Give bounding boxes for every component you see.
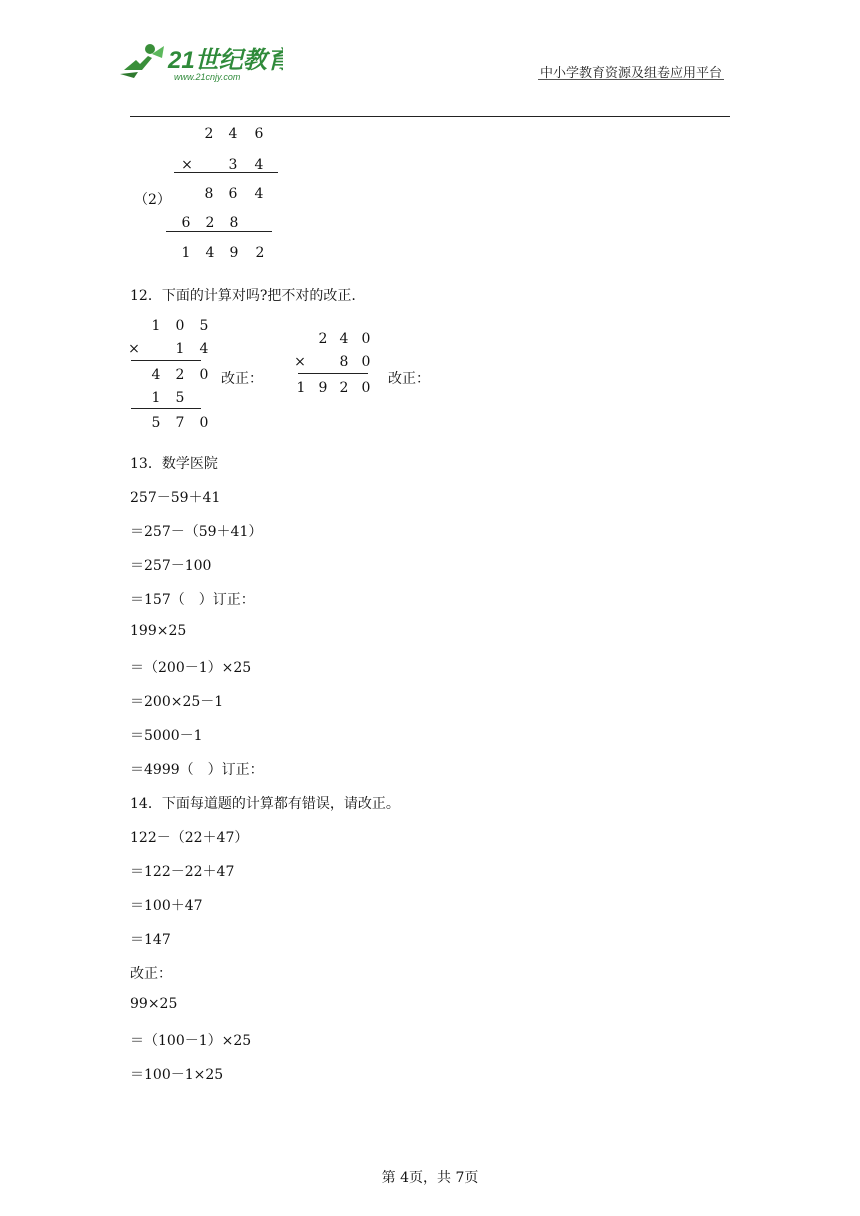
q13-line: ＝257－100 xyxy=(130,558,212,574)
q14-line: ＝122－22＋47 xyxy=(130,864,235,880)
digit: 6 xyxy=(228,186,238,202)
calc-rule xyxy=(166,231,272,232)
q14-line: 改正： xyxy=(130,966,172,982)
digit: 8 xyxy=(229,215,239,231)
digit: 4 xyxy=(254,157,264,173)
digit: 4 xyxy=(199,341,209,357)
digit: 4 xyxy=(339,331,349,347)
header-divider xyxy=(130,116,730,117)
digit: 9 xyxy=(229,245,239,261)
multiply-sign: × xyxy=(294,354,306,370)
digit: 1 xyxy=(151,390,161,406)
q11-part-label: （2） xyxy=(134,192,171,208)
q14-line: 99×25 xyxy=(130,996,178,1012)
digit: 1 xyxy=(175,341,185,357)
digit: 2 xyxy=(255,245,265,261)
multiply-sign: × xyxy=(181,157,193,173)
q12-title: 12．下面的计算对吗?把不对的改正. xyxy=(130,288,356,304)
digit: 8 xyxy=(339,354,349,370)
q14-title: 14．下面每道题的计算都有错误，请改正。 xyxy=(130,796,400,812)
digit: 0 xyxy=(361,354,371,370)
q14-line: ＝100－1×25 xyxy=(130,1067,224,1083)
digit: 6 xyxy=(181,215,191,231)
calc-rule xyxy=(298,373,368,374)
q14-line: 122－（22＋47） xyxy=(130,830,249,846)
digit: 2 xyxy=(175,367,185,383)
digit: 0 xyxy=(199,367,209,383)
q13-line: ＝（200－1）×25 xyxy=(130,660,252,676)
digit: 5 xyxy=(199,318,209,334)
calc-rule xyxy=(174,172,278,173)
q14-line: ＝（100－1）×25 xyxy=(130,1033,252,1049)
digit: 0 xyxy=(361,331,371,347)
digit: 1 xyxy=(151,318,161,334)
digit: 9 xyxy=(318,380,328,396)
digit: 1 xyxy=(181,245,191,261)
digit: 0 xyxy=(361,380,371,396)
platform-underline xyxy=(538,79,724,80)
svg-text:21世纪教育: 21世纪教育 xyxy=(168,47,283,74)
digit: 4 xyxy=(228,126,238,142)
digit: 5 xyxy=(151,415,161,431)
calc-rule xyxy=(131,408,201,409)
calc-rule xyxy=(131,360,201,361)
digit: 0 xyxy=(199,415,209,431)
digit: 4 xyxy=(254,186,264,202)
q14-line: ＝100＋47 xyxy=(130,898,203,914)
digit: 0 xyxy=(175,318,185,334)
page-footer: 第 4页，共 7页 xyxy=(381,1170,479,1186)
q13-line: ＝200×25－1 xyxy=(130,694,224,710)
digit: 2 xyxy=(339,380,349,396)
digit: 7 xyxy=(175,415,185,431)
digit: 8 xyxy=(204,186,214,202)
digit: 1 xyxy=(296,380,306,396)
digit: 2 xyxy=(205,215,215,231)
q13-title: 13．数学医院 xyxy=(130,456,218,472)
q13-line: ＝4999（ ）订正： xyxy=(130,762,264,778)
multiply-sign: × xyxy=(128,341,140,357)
digit: 6 xyxy=(254,126,264,142)
svg-text:www.21cnjy.com: www.21cnjy.com xyxy=(174,72,241,82)
digit: 5 xyxy=(175,390,185,406)
digit: 2 xyxy=(318,331,328,347)
site-logo xyxy=(118,40,283,82)
digit: 2 xyxy=(204,126,214,142)
q12-fix-label-2: 改正： xyxy=(388,371,430,387)
q13-line: 257－59＋41 xyxy=(130,490,221,506)
q13-line: ＝257－（59＋41） xyxy=(130,524,263,540)
digit: 3 xyxy=(228,157,238,173)
digit: 4 xyxy=(205,245,215,261)
platform-title: 中小学教育资源及组卷应用平台 xyxy=(540,66,723,81)
digit: 4 xyxy=(151,367,161,383)
q14-line: ＝147 xyxy=(130,932,171,948)
q13-line: ＝5000－1 xyxy=(130,728,203,744)
q13-line: ＝157（ ）订正： xyxy=(130,592,255,608)
runner-logo-icon xyxy=(120,44,164,78)
q12-fix-label-1: 改正： xyxy=(221,371,263,387)
q13-line: 199×25 xyxy=(130,623,187,639)
